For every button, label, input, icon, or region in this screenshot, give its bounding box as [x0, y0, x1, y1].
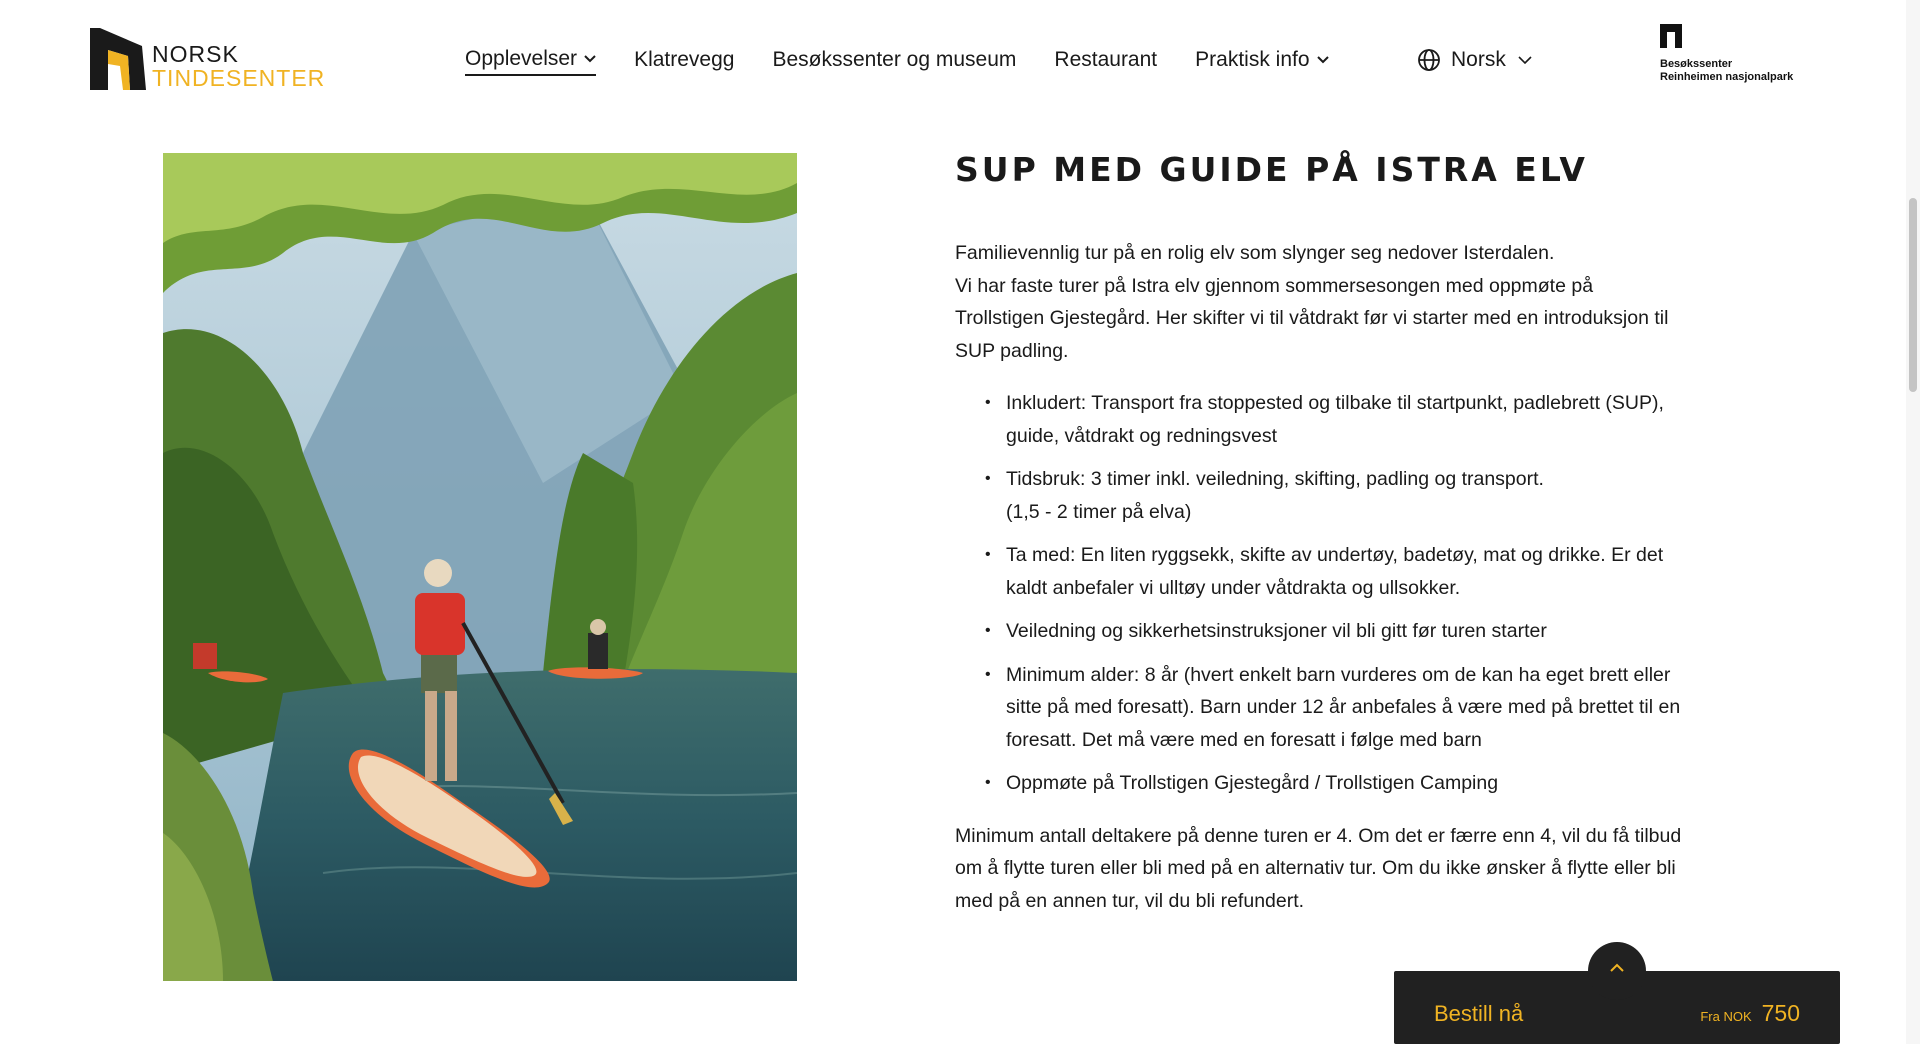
- globe-icon: [1417, 48, 1441, 72]
- partner-logo[interactable]: [1660, 24, 1805, 90]
- details-list: [985, 387, 1735, 800]
- page-scrollbar[interactable]: [1906, 0, 1920, 1044]
- site-header: [0, 0, 1920, 118]
- nav-item-praktisk-info[interactable]: [1195, 44, 1328, 76]
- list-item-line: • Oppmøte på Trollstigen Gjestegård / Trollstigen Camping: [1006, 772, 1499, 794]
- list-item-line: • Veiledning og sikkerhetsinstruksjoner vil bli gitt før turen starter: [1006, 620, 1547, 642]
- price-prefix: Fra NOK: [1700, 1009, 1752, 1024]
- intro-line: SUP padling.: [955, 339, 1069, 362]
- list-item-meeting-point: [985, 767, 1735, 800]
- intro-line: Vi har faste turer på Istra elv gjennom sommersesongen med oppmøte på: [955, 274, 1594, 297]
- nav-label: Praktisk info: [1195, 48, 1310, 71]
- scrollbar-thumb[interactable]: [1909, 198, 1917, 392]
- outro-line: om å flytte turen eller bli med på en alternativ tur. Om du ikke ønsker å flytte eller bli: [955, 857, 1676, 879]
- nav-label: Klatrevegg: [634, 48, 735, 71]
- national-park-icon: [1660, 24, 1682, 48]
- outro-line: Minimum antall deltakere på denne turen er 4. Om det er færre enn 4, vil du få tilbud: [955, 824, 1682, 847]
- language-label: Norsk: [1451, 48, 1506, 71]
- list-item-line: • Ta med: En liten ryggsekk, skifte av undertøy, badetøy, mat og drikke. Er det: [1006, 544, 1664, 566]
- booking-label: Bestill nå: [1434, 1001, 1524, 1026]
- list-item-bring: [985, 539, 1735, 604]
- list-item-duration: [985, 463, 1735, 528]
- outro-paragraph: [955, 820, 1735, 918]
- article-content: [955, 150, 1735, 917]
- language-selector[interactable]: [1417, 44, 1532, 76]
- partner-line2: Reinheimen nasjonalpark: [1660, 71, 1794, 83]
- chevron-down-icon: [1518, 56, 1532, 64]
- list-item-instructions: [985, 615, 1735, 648]
- list-item-line: • Minimum alder: 8 år (hvert enkelt barn vurderes om de kan ha eget brett eller: [1006, 663, 1671, 686]
- sup-river-photo: [163, 153, 797, 981]
- logo-line-norsk: NORSK: [152, 41, 239, 67]
- list-item-line: (1,5 - 2 timer på elva): [1006, 500, 1192, 523]
- price-value: 750: [1761, 1000, 1800, 1026]
- nav-label: Restaurant: [1054, 48, 1158, 71]
- intro-paragraph: [955, 237, 1735, 367]
- chevron-down-icon: [584, 55, 596, 63]
- page-title: SUP MED GUIDE PÅ ISTRA ELV: [955, 150, 1588, 189]
- site-logo[interactable]: [90, 26, 340, 92]
- main-nav: [465, 44, 1367, 76]
- list-item-line: sitte på med foresatt). Barn under 12 år anbefales å være med på brettet til en: [1006, 696, 1681, 718]
- list-item-line: • Inkludert: Transport fra stoppested og tilbake til startpunkt, padlebrett (SUP),: [1006, 392, 1664, 414]
- nav-label: Opplevelser: [465, 47, 578, 70]
- booking-expand-button[interactable]: [1588, 942, 1646, 1000]
- intro-line: Familievennlig tur på en rolig elv som slynger seg nedover Isterdalen.: [955, 242, 1555, 264]
- outro-line: med på en annen tur, vil du bli refundert.: [955, 889, 1305, 912]
- list-item-line: kaldt anbefaler vi ulltøy under våtdrakta og ullsokker.: [1006, 576, 1461, 599]
- list-item-line: foresatt. Det må være med en foresatt i følge med barn: [1006, 728, 1482, 751]
- list-item-line: guide, våtdrakt og redningsvest: [1006, 424, 1278, 447]
- nav-item-klatrevegg[interactable]: [634, 44, 734, 76]
- intro-line: Trollstigen Gjestegård. Her skifter vi til våtdrakt før vi starter med en introduksjon til: [955, 307, 1669, 329]
- partner-line1: Besøkssenter: [1660, 58, 1733, 70]
- list-item-included: [985, 387, 1735, 452]
- nav-item-opplevelser[interactable]: [465, 44, 596, 76]
- logo-mountain-icon: [90, 26, 150, 90]
- list-item-line: • Tidsbruk: 3 timer inkl. veiledning, skifting, padling og transport.: [1006, 468, 1544, 490]
- logo-line-tindesenter: TINDESENTER: [152, 65, 326, 91]
- nav-item-restaurant[interactable]: [1054, 44, 1157, 76]
- booking-price: [1700, 1000, 1800, 1027]
- nav-label: Besøkssenter og museum: [772, 48, 1017, 71]
- logo-text: [152, 42, 325, 90]
- list-item-min-age: [985, 659, 1735, 757]
- nav-item-besokssenter[interactable]: [772, 44, 1016, 76]
- chevron-down-icon: [1317, 56, 1329, 64]
- chevron-up-icon: [1610, 963, 1624, 972]
